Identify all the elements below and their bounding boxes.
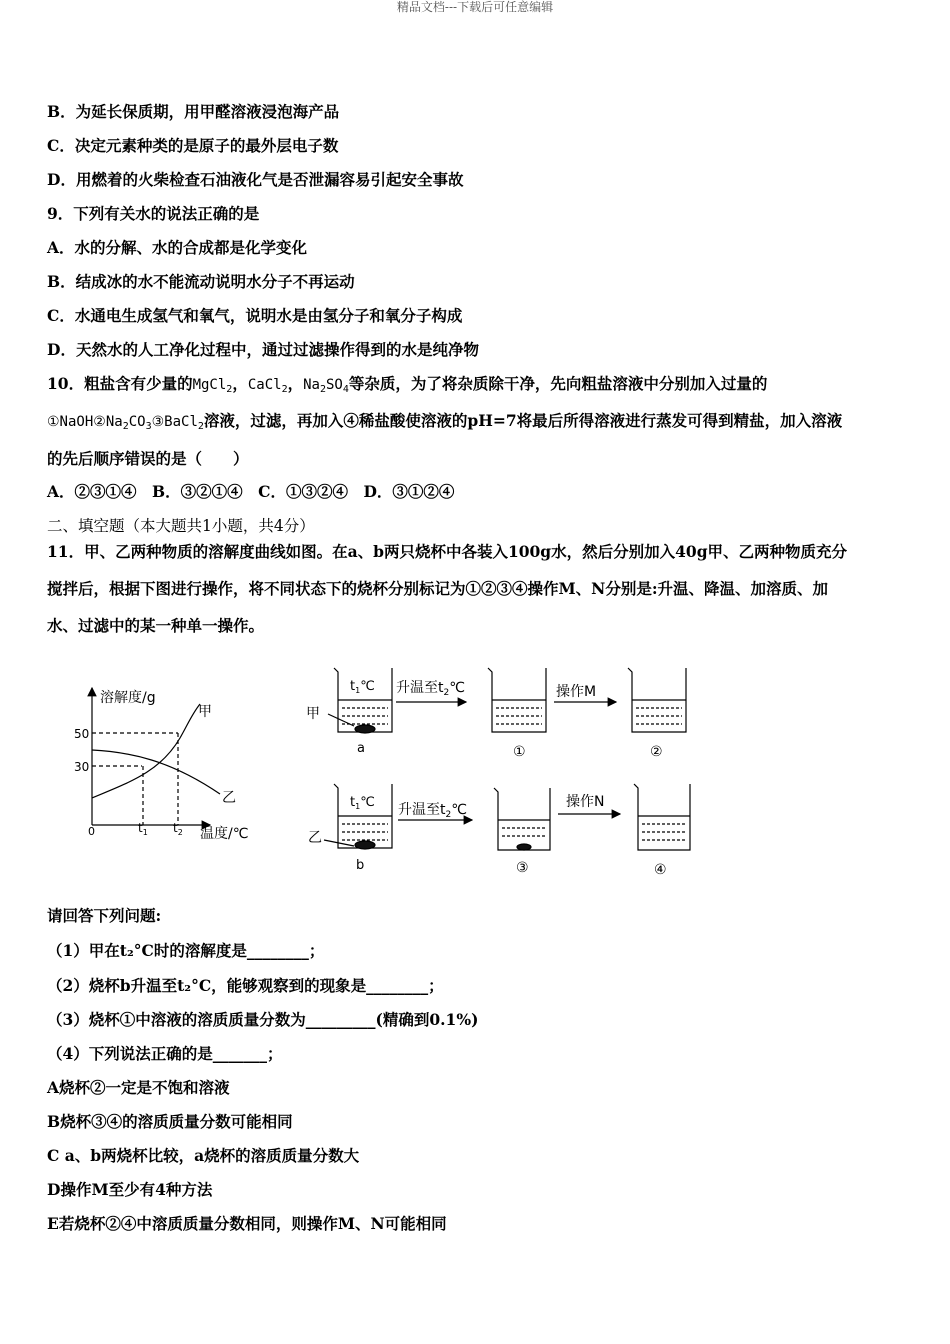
beaker-a-solute-label: 甲 — [306, 706, 320, 722]
tick-50: 50 — [74, 727, 90, 741]
q11-line-2: 搅拌后，根据下图进行操作，将不同状态下的烧杯分别标记为①②③④操作M、N分别是:升温、降温、加溶质、加 — [47, 579, 829, 598]
tick-t1: $t_1$ — [138, 821, 148, 837]
q9-option-a: A．水的分解、水的合成都是化学变化 — [47, 238, 308, 257]
beaker-b-label: b — [356, 858, 365, 873]
q11-line-1: 11．甲、乙两种物质的溶解度曲线如图。在a、b两只烧杯中各装入100g水，然后分别加入40g甲、乙两种物质充分 — [47, 542, 848, 561]
q10-line-1 — [47, 374, 767, 400]
op-m-label: 操作M — [556, 684, 597, 700]
q10-options: A．②③①④ B．③②①④ C．①③②④ D．③①②④ — [47, 482, 455, 501]
beaker-2 — [628, 668, 686, 732]
reagents-b: CO — [128, 414, 146, 430]
curve-yi — [92, 750, 220, 794]
solubility-figure — [70, 660, 710, 890]
q9-stem: 9．下列有关水的说法正确的是 — [47, 204, 260, 223]
q10-text: 溶液，过滤，再加入④稀盐酸使溶液的pH=7将最后所得溶液进行蒸发可得到精盐，加入溶液 — [203, 411, 843, 430]
comma: ， — [287, 374, 304, 393]
subscript: 3 — [145, 421, 152, 432]
beaker-4-label: ④ — [654, 862, 667, 878]
beaker-1-label: ① — [513, 744, 526, 760]
q11-line-3: 水、过滤中的某一种单一操作。 — [47, 616, 265, 635]
q11-sub-1: （1）甲在t₂°C时的溶解度是________； — [47, 941, 325, 960]
beaker-2-label: ② — [650, 744, 663, 760]
page-header: 精品文档---下载后可任意编辑 — [396, 0, 554, 14]
beaker-b-solute-label: 乙 — [308, 830, 322, 846]
q10-line-3: 的先后顺序错误的是（ ） — [47, 449, 249, 468]
beaker-4 — [634, 784, 690, 850]
q11-choice-d: D操作M至少有4种方法 — [47, 1180, 213, 1199]
label-yi: 乙 — [222, 790, 236, 806]
subscript: 2 — [281, 384, 288, 395]
section-heading: 二、填空题（本大题共1小题，共4分） — [47, 517, 315, 535]
q11-choice-b: B烧杯③④的溶质质量分数可能相同 — [47, 1112, 293, 1131]
q11-sub-3: （3）烧杯①中溶液的溶质质量分数为_________(精确到0.1%) — [47, 1010, 479, 1029]
beaker-1 — [488, 668, 546, 732]
subscript: 2 — [197, 421, 204, 432]
subscript: 2 — [226, 384, 233, 395]
reagents-a: ①NaOH②Na — [47, 414, 123, 430]
beaker-3 — [494, 788, 550, 850]
x-axis-label: 温度/℃ — [200, 826, 249, 842]
q9-option-c: C．水通电生成氢气和氧气，说明水是由氢分子和氧分子构成 — [47, 306, 463, 325]
formula-so: SO — [326, 377, 343, 393]
comma: ， — [232, 374, 248, 393]
heat-label-b: 升温至$t_2℃$ — [398, 802, 467, 820]
q9-option-b: B．结成冰的水不能流动说明水分子不再运动 — [47, 272, 355, 291]
subscript: 4 — [342, 384, 349, 395]
op-n-label: 操作N — [566, 794, 605, 810]
y-axis-label: 溶解度/g — [100, 690, 156, 706]
heat-label-a: 升温至$t_2℃$ — [396, 680, 465, 698]
reagents-c: ③BaCl — [151, 414, 198, 430]
tick-30: 30 — [74, 760, 90, 774]
q10-text: 10．粗盐含有少量的 — [47, 374, 193, 393]
q11-choice-e: E若烧杯②④中溶质质量分数相同，则操作M、N可能相同 — [47, 1214, 447, 1233]
q11-choice-a: A烧杯②一定是不饱和溶液 — [47, 1078, 230, 1097]
beaker-a — [328, 668, 392, 733]
q8-option-c: C．决定元素种类的是原子的最外层电子数 — [47, 136, 339, 155]
q9-option-d: D．天然水的人工净化过程中，通过过滤操作得到的水是纯净物 — [47, 340, 479, 359]
q8-option-b: B．为延长保质期，用甲醛溶液浸泡海产品 — [47, 102, 340, 121]
q8-option-d: D．用燃着的火柴检查石油液化气是否泄漏容易引起安全事故 — [47, 170, 464, 189]
beaker-3-label: ③ — [516, 860, 529, 876]
tick-t2: $t_2$ — [173, 821, 183, 837]
q10-line-2 — [47, 411, 842, 437]
beaker-b-temp: $t_1℃$ — [350, 795, 375, 811]
subscript: 2 — [319, 384, 326, 395]
formula-na: Na — [303, 377, 320, 393]
beaker-b — [324, 784, 392, 849]
beaker-a-label: a — [357, 741, 365, 756]
beaker-a-temp: $t_1℃$ — [350, 679, 375, 695]
label-jia: 甲 — [198, 704, 212, 720]
subscript: 2 — [122, 421, 129, 432]
q11-choice-c: C a、b两烧杯比较，a烧杯的溶质质量分数大 — [47, 1146, 360, 1165]
q11-ask: 请回答下列问题: — [47, 906, 162, 925]
q11-sub-4: （4）下列说法正确的是_______； — [47, 1044, 283, 1063]
q10-text: 等杂质，为了将杂质除干净，先向粗盐溶液中分别加入过量的 — [348, 374, 768, 393]
q11-sub-2: （2）烧杯b升温至t₂°C，能够观察到的现象是________； — [47, 976, 444, 995]
origin-label: 0 — [88, 825, 95, 838]
formula-mgcl2: MgCl — [192, 377, 227, 393]
formula-cacl2: CaCl — [247, 377, 282, 393]
